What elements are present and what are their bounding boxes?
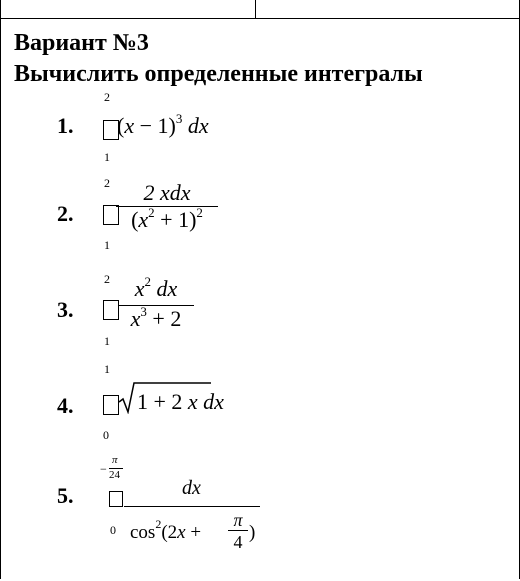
numerator: 2 xdx <box>143 180 191 205</box>
integral-symbol-placeholder <box>103 300 119 320</box>
page-title: Вариант №3 <box>14 30 149 56</box>
integral-symbol-placeholder <box>103 395 119 415</box>
integrand-fraction <box>118 276 194 335</box>
upper-limit: 1 <box>104 362 110 376</box>
problem-number: 2. <box>57 201 74 226</box>
top-rule <box>0 18 520 19</box>
integrand-fraction <box>116 180 218 236</box>
minus-sign: − <box>100 462 107 476</box>
numerator: $x^2$ dx <box>134 274 178 301</box>
pi-over-four: π 4 <box>228 510 248 553</box>
lower-limit: 1 <box>104 238 110 252</box>
column-divider <box>255 0 256 18</box>
lower-limit: 1 <box>104 334 110 348</box>
upper-limit-numerator: π <box>112 454 118 466</box>
integral-symbol-placeholder <box>109 491 123 507</box>
integrand: 1 + 2 x dx <box>137 389 224 414</box>
upper-limit: 2 <box>104 272 110 286</box>
upper-limit: 2 <box>104 90 110 104</box>
lower-limit: 0 <box>103 428 109 442</box>
problem-number: 1. <box>57 113 74 138</box>
lower-limit: 0 <box>110 523 116 537</box>
upper-limit-denominator: 24 <box>109 469 120 481</box>
problem-number: 4. <box>57 393 74 418</box>
problem-number: 5. <box>57 483 74 508</box>
denominator: $\cos^2(2x$ + <box>130 517 202 543</box>
integrand: $(x - 1)^3$ dx <box>117 111 209 138</box>
denominator: $(x^2 + 1)^2$ <box>131 205 203 232</box>
task-instruction: Вычислить определенные интегралы <box>14 61 423 87</box>
fraction-bar <box>124 506 260 507</box>
numerator: dx <box>182 477 201 499</box>
denominator: $x^3 + 2$ <box>130 304 182 331</box>
problem-number: 3. <box>57 297 74 322</box>
upper-limit: 2 <box>104 176 110 190</box>
lower-limit: 1 <box>104 150 110 164</box>
closing-paren: ) <box>249 522 256 543</box>
